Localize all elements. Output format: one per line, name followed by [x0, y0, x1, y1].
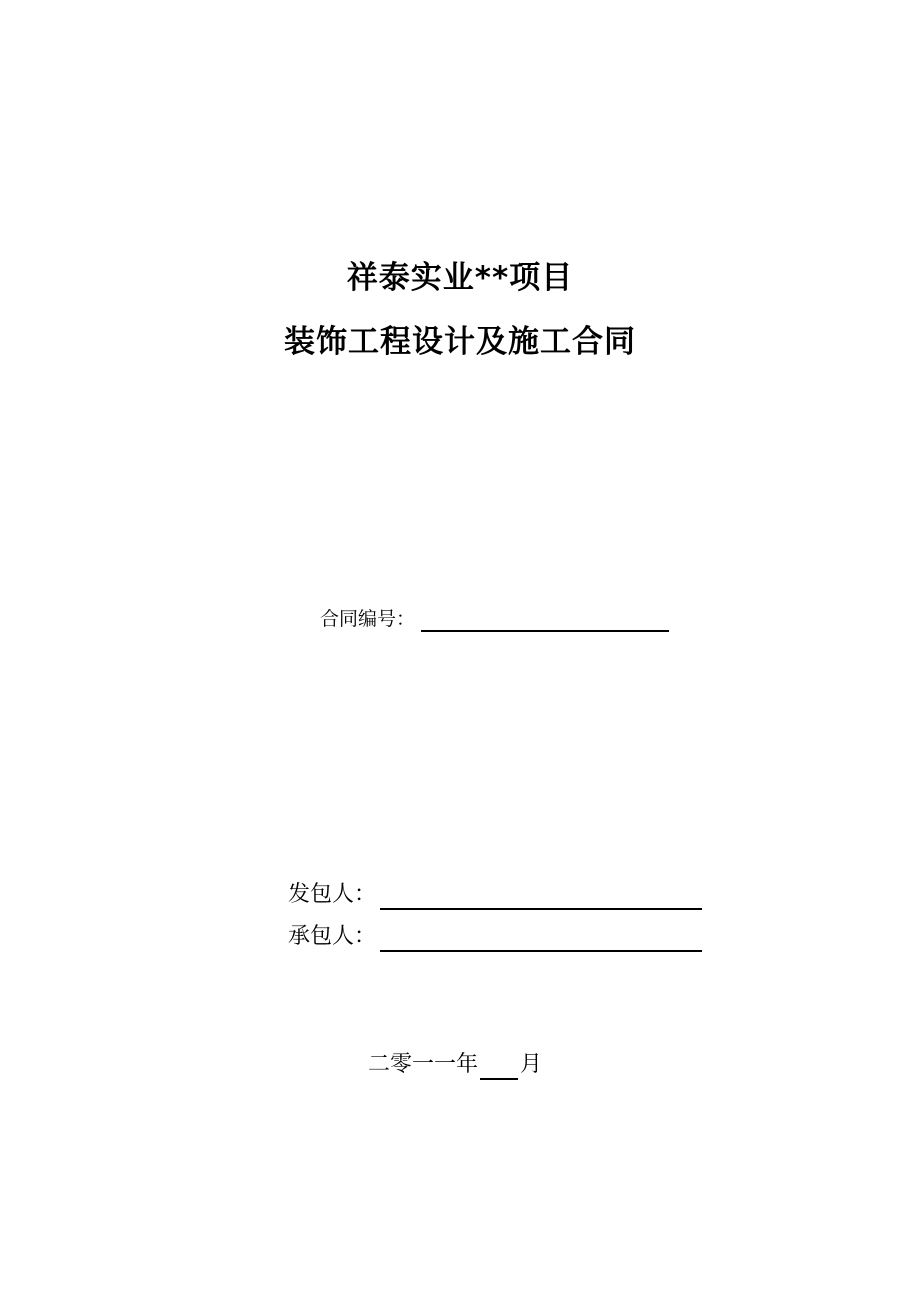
contract-number-label: 合同编号： [320, 608, 416, 630]
party-b-field [288, 922, 702, 952]
contract-number-blank-line [421, 608, 669, 632]
party-b-blank-line [380, 924, 702, 952]
document-title-line1: 祥泰实业**项目 [346, 260, 574, 296]
contract-number-field [320, 606, 669, 632]
date-year: 二零一一年 [368, 1052, 479, 1077]
document-title-line2: 装饰工程设计及施工合同 [284, 324, 636, 360]
party-a-blank-line [380, 882, 702, 910]
date-month-blank-line [480, 1052, 518, 1080]
document-date [368, 1050, 542, 1080]
party-b-label: 承包人： [288, 924, 377, 949]
date-month-suffix: 月 [520, 1052, 543, 1077]
party-a-label: 发包人： [288, 882, 377, 907]
party-a-field [288, 880, 702, 910]
